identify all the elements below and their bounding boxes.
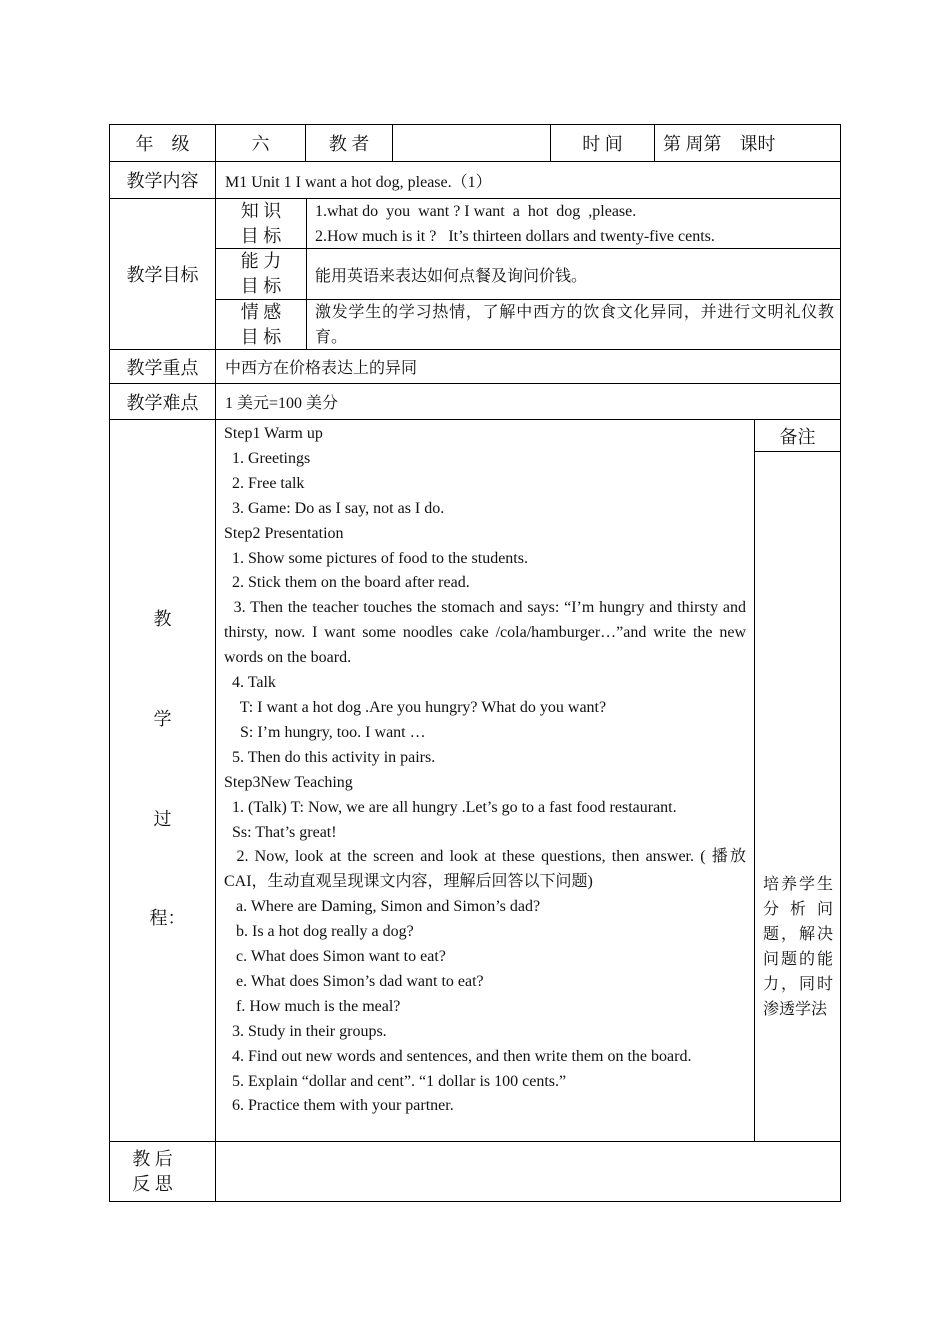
key-point-label: 教学重点 — [126, 357, 199, 378]
content-value: M1 Unit 1 I want a hot dog, please.（1） — [225, 173, 492, 191]
process-line: b. Is a hot dog really a dog? — [224, 923, 414, 941]
knowledge-label-line2: 目 标 — [240, 225, 282, 246]
process-line: 1. Greetings — [224, 449, 311, 467]
objectives-label: 教学目标 — [126, 265, 199, 285]
process-line: Step2 Presentation — [224, 524, 344, 542]
ability-text: 能用英语来表达如何点餐及询问价钱。 — [315, 267, 588, 285]
emotion-label-line1: 情 感 — [240, 301, 282, 322]
knowledge-line2: 2.How much is it ? It’s thirteen dollars and twenty-five cents. — [315, 227, 715, 245]
process-line: 2. Stick them on the board after read. — [224, 574, 470, 592]
emotion-text: 激发学生的学习热情，了解中西方的饮食文化异同，并进行文明礼仪教育。 — [315, 303, 834, 346]
knowledge-label-line1: 知 识 — [240, 200, 282, 221]
teacher-label: 教 者 — [328, 134, 370, 154]
teacher-value — [393, 125, 550, 161]
ability-label — [216, 249, 306, 299]
process-line: 2. Free talk — [224, 474, 305, 492]
ability-label-line1: 能 力 — [240, 251, 282, 271]
process-line: T: I want a hot dog .Are you hungry? What do you want? — [224, 698, 607, 716]
process-line: Step1 Warm up — [224, 425, 323, 442]
process-label-char-3: 过 — [153, 809, 172, 829]
remarks-label: 备注 — [779, 426, 816, 447]
process-line: 4. Find out new words and sentences, and then write them on the board. — [224, 1047, 692, 1065]
ability-label-line2: 目 标 — [240, 276, 282, 296]
emotion-label-line2: 目 标 — [240, 326, 282, 347]
process-label-char-2: 学 — [153, 709, 172, 729]
difficulty-value: 1 美元=100 美分 — [225, 395, 339, 412]
time-label: 时 间 — [582, 134, 623, 154]
process-line: e. What does Simon’s dad want to eat? — [224, 972, 484, 990]
remarks-text: 培养学生分析问题，解决问题的能力，同时渗透学法 — [763, 876, 833, 1018]
time-value: 第 周第 课时 — [663, 134, 776, 154]
process-line: c. What does Simon want to eat? — [224, 948, 446, 966]
process-line: 3. Then the teacher touches the stomach and says: “I’m hungry and thirsty and thirsty, now. I want some noodles cake /cola/hamburger…”and write the new words on the board. — [224, 599, 751, 667]
process-line: 5. Explain “dollar and cent”. “1 dollar is 100 cents.” — [224, 1072, 567, 1090]
grade-label: 年 级 — [135, 134, 190, 154]
key-point-value: 中西方在价格表达上的异同 — [225, 360, 418, 377]
process-line: 6. Practice them with your partner. — [224, 1097, 454, 1115]
process-line: S: I’m hungry, too. I want … — [224, 723, 426, 741]
reflection-label-line1: 教 后 — [132, 1148, 173, 1169]
reflection-label-line2: 反 思 — [132, 1173, 173, 1194]
process-label-char-1: 教 — [153, 609, 172, 629]
process-line: 1. Show some pictures of food to the students. — [224, 549, 528, 567]
process-line: 1. (Talk) T: Now, we are all hungry .Let’s go to a fast food restaurant. — [224, 798, 677, 816]
knowledge-line1: 1.what do you want ? I want a hot dog ,please. — [315, 202, 637, 220]
grade-value: 六 — [251, 134, 270, 154]
reflection-value — [216, 1142, 840, 1201]
process-line: 3. Game: Do as I say, not as I do. — [224, 499, 445, 517]
difficulty-label: 教学难点 — [126, 392, 199, 413]
process-label-char-4: 程： — [149, 908, 186, 928]
emotion-label — [216, 300, 306, 349]
process-steps — [224, 422, 751, 1119]
process-line: 2. Now, look at the screen and look at these questions, then answer. ( 播放 CAI，生动直观呈现课文内容，理解后回答以下问题) — [224, 848, 750, 891]
process-line: 5. Then do this activity in pairs. — [224, 748, 436, 766]
process-line: 4. Talk — [224, 674, 276, 692]
process-line: 3. Study in their groups. — [224, 1022, 387, 1040]
process-line: f. How much is the meal? — [224, 997, 401, 1015]
content-label: 教学内容 — [126, 171, 199, 191]
reflection-label — [110, 1142, 195, 1201]
process-line: Step3New Teaching — [224, 773, 353, 791]
process-line: Ss: That’s great! — [224, 823, 337, 841]
knowledge-text — [315, 199, 835, 248]
knowledge-label — [216, 199, 306, 248]
process-line: a. Where are Daming, Simon and Simon’s dad? — [224, 898, 541, 916]
